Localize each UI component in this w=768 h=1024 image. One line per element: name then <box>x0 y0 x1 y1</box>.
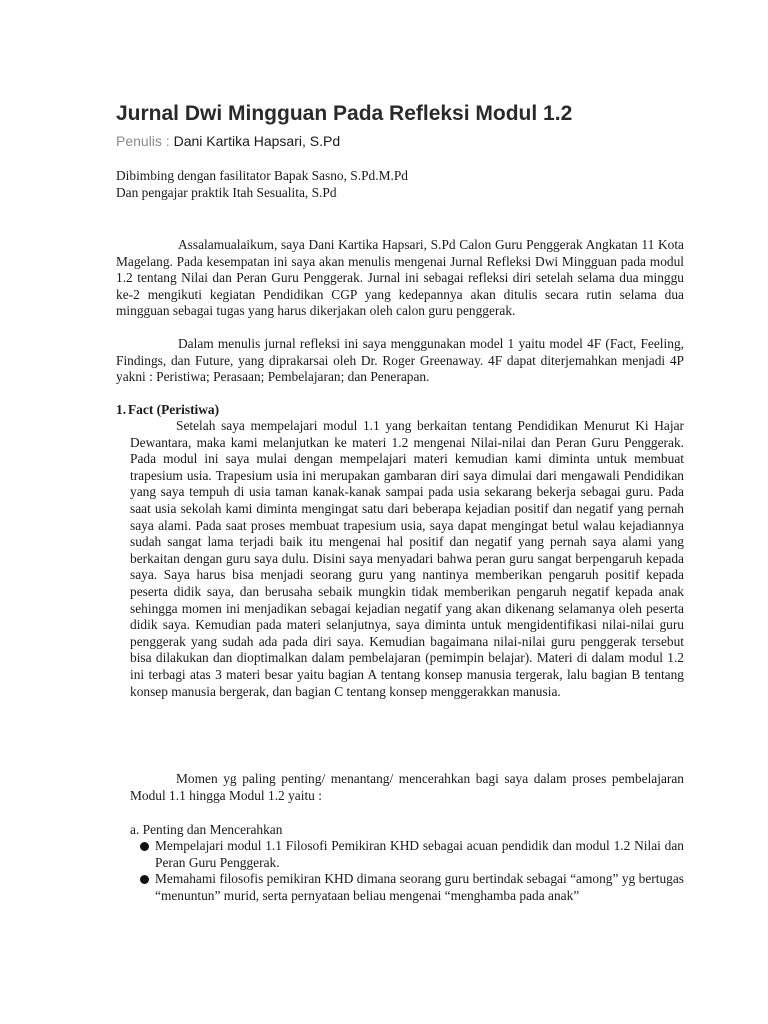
bullet-icon <box>140 875 149 884</box>
mentor-line-facilitator: Dibimbing dengan fasilitator Bapak Sasno, S.Pd.M.Pd <box>116 168 408 183</box>
mentor-line-practice: Dan pengajar praktik Itah Sesualita, S.Pd <box>116 184 337 200</box>
author-line <box>116 133 340 149</box>
author-label: Penulis : <box>116 133 170 149</box>
list-item-text: Memahami filosofis pemikiran KHD dimana seorang guru bertindak sebagai “among” yg bertugas “menuntun” murid, serta pernyataan beliau mengenai “menghamba pada anak” <box>155 871 684 903</box>
moment-paragraph: Momen yg paling penting/ menantang/ mencerahkan bagi saya dalam proses pembelajaran Modul 1.1 hingga Modul 1.2 yaitu : <box>130 771 684 803</box>
section-number: 1. <box>116 402 127 417</box>
document-title: Jurnal Dwi Mingguan Pada Refleksi Modul 1.2 <box>116 102 573 125</box>
list-item <box>138 838 684 871</box>
bullet-icon <box>140 842 149 851</box>
mentor-block <box>116 168 686 201</box>
list-item-text: Mempelajari modul 1.1 Filosofi Pemikiran KHD sebagai acuan pendidik dan modul 1.2 Nilai dan Peran Guru Penggerak. <box>155 838 684 870</box>
fact-paragraph: Setelah saya mempelajari modul 1.1 yang berkaitan tentang Pendidikan Menurut Ki Hajar Dewantara, maka kami melanjutkan ke materi 1.2 mengenai Nilai-nilai dan Peran Guru Penggerak. Pada modul ini saya mulai dengan mempelajari materi kemudian kami diminta untuk membuat trapesium usia. Trapesium usia ini merupakan gambaran diri saya dimulai dari mengawali Pendidikan yang saya tempuh di usia taman kanak-kanak sampai pada usia sekarang bekerja sebagai guru. Pada saat usia sekolah kami diminta mengingat satu dari beberapa kejadian positif dan negatif yang pernah saya alami. Pada saat proses membuat trapesium usia, saya dapat mengingat betul walau kejadiannya sudah sangat lama terjadi baik itu mengenai hal positif dan negatif yang pernah saya alami yang berkaitan dengan guru saya dulu. Disini saya menyadari bahwa peran guru sangat berpengaruh kepada saya. Saya harus bisa menjadi seorang guru yang nantinya memberikan pengaruh positif kepada peserta didik saya, dan berusaha sebaik mungkin tidak memberikan pengaruh negatif kepada anak sehingga momen ini menjadikan sebagai kejadian negatif yang akan dikenang selamanya oleh peserta didik saya. Kemudian pada materi selanjutnya, saya diminta untuk mengidentifikasi nilai-nilai guru penggerak yang sudah ada pada diri saya. Kemudian bagaimana nilai-nilai guru penggerak tersebut bisa dilakukan dan dioptimalkan dalam pembelajaran (pemimpin belajar). Materi di dalam modul 1.2 ini terbagi atas 3 materi besar yaitu bagian A tentang konsep manusia tergerak, lalu bagian B tentang konsep manusia bergerak, dan bagian C tentang konsep menggerakkan manusia. <box>130 418 684 699</box>
bullet-list <box>138 838 684 904</box>
subsection-heading: a. Penting dan Mencerahkan <box>130 822 283 837</box>
section-heading <box>116 402 219 419</box>
model-paragraph: Dalam menulis jurnal refleksi ini saya menggunakan model 1 yaitu model 4F (Fact, Feeling, Findings, dan Future, yang diprakarsai oleh Dr. Roger Greenaway. 4F dapat diterjemahkan menjadi 4P yakni : Peristiwa; Perasaan; Pembelajaran; dan Penerapan. <box>116 336 684 385</box>
intro-paragraph: Assalamualaikum, saya Dani Kartika Hapsari, S.Pd Calon Guru Penggerak Angkatan 11 Kota Magelang. Pada kesempatan ini saya akan menulis mengenai Jurnal Refleksi Dwi Mingguan pada modul 1.2 tentang Nilai dan Peran Guru Penggerak. Jurnal ini sebagai refleksi diri setelah selama dua minggu ke-2 mengikuti kegiatan Pendidikan CGP yang kedepannya akan ditulis secara rutin selama dua mingguan sebagai tugas yang harus dikerjakan oleh calon guru penggerak. <box>116 237 684 319</box>
list-item <box>138 871 684 904</box>
section-title: Fact (Peristiwa) <box>128 402 220 417</box>
author-name: Dani Kartika Hapsari, S.Pd <box>173 133 341 149</box>
